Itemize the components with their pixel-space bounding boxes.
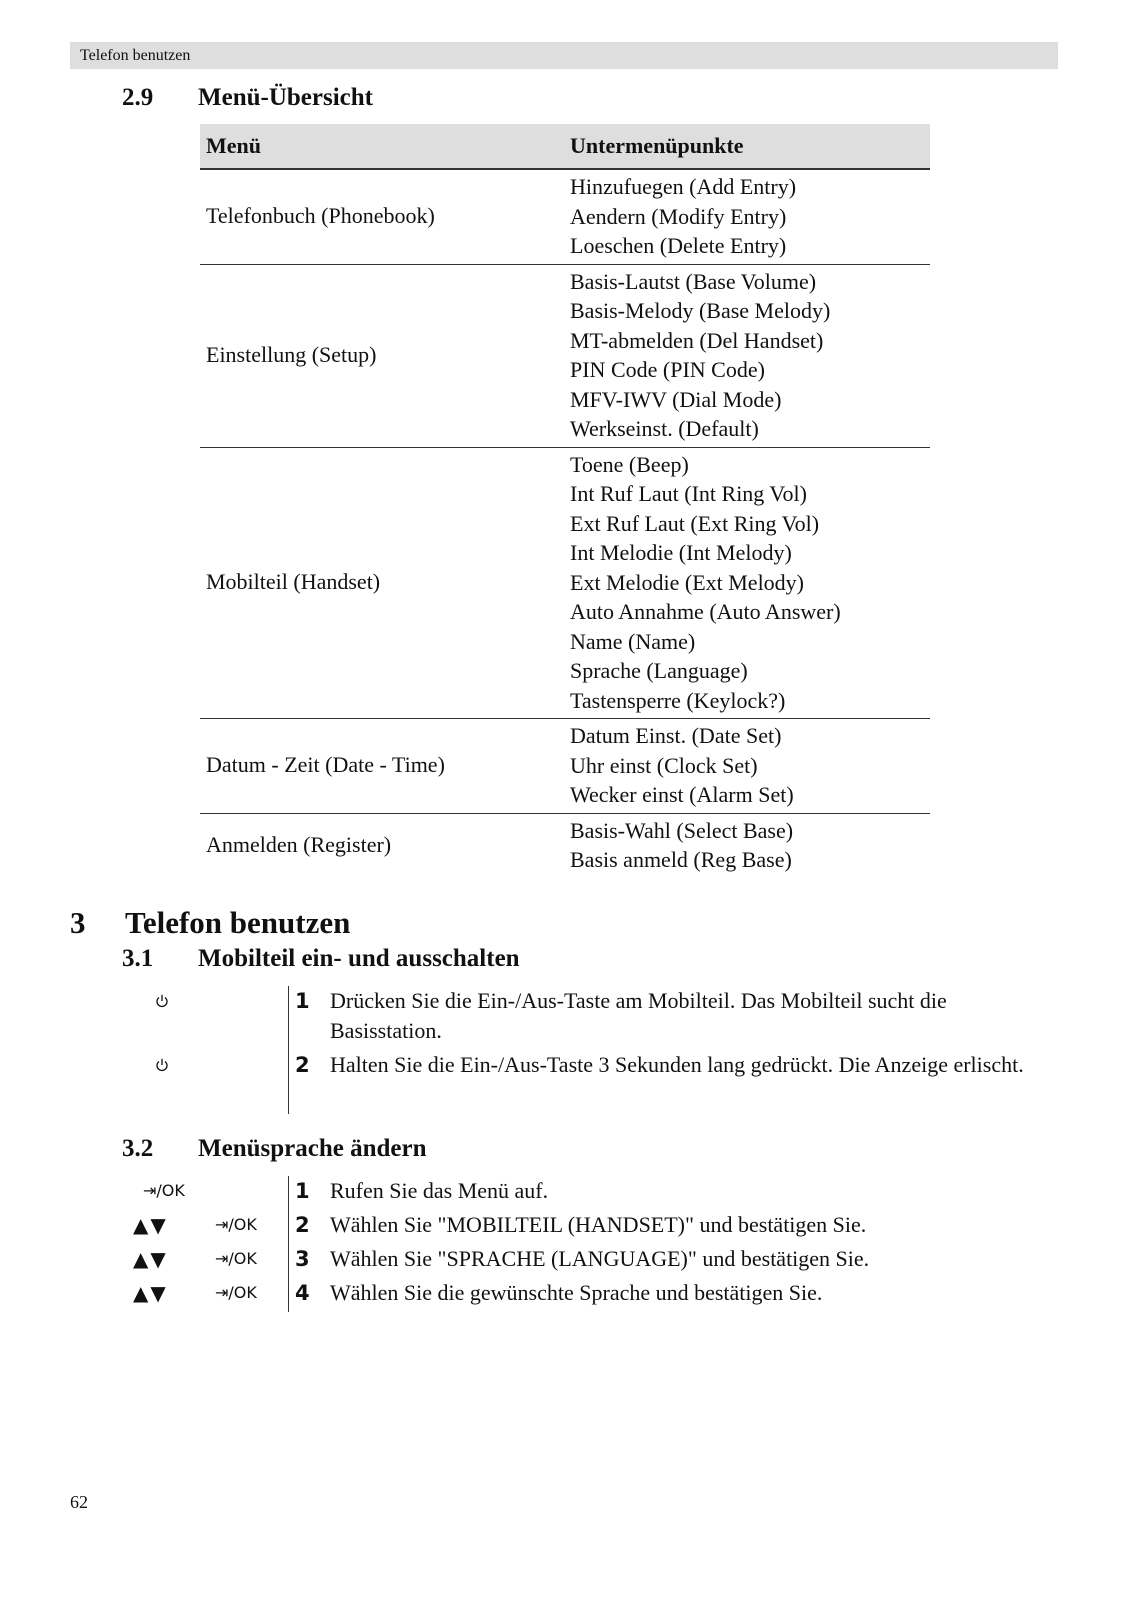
enter-arrow-icon: ⇥: [215, 1249, 229, 1268]
steps-3-2: [125, 1176, 1025, 1312]
table-body: [200, 170, 930, 878]
menu-cell: Mobilteil (Handset): [206, 569, 381, 595]
step-number: 2: [295, 1213, 310, 1237]
submenu-cell: [565, 450, 930, 716]
step-divider: [288, 1176, 289, 1210]
submenu-cell: [565, 721, 930, 810]
submenu-item: Tastensperre (Keylock?): [570, 687, 786, 713]
submenu-item: Int Melodie (Int Melody): [570, 540, 792, 565]
page-number: 62: [70, 1492, 88, 1512]
table-row: [200, 448, 930, 720]
submenu-item: Int Ruf Laut (Int Ring Vol): [570, 481, 807, 506]
step-text: Drücken Sie die Ein-/Aus-Taste am Mobilteil. Das Mobilteil sucht die Basisstation.: [330, 988, 947, 1043]
step: [125, 1050, 1025, 1114]
submenu-item: Werkseinst. (Default): [570, 416, 759, 441]
section-title: Mobilteil ein- und ausschalten: [198, 945, 520, 972]
menu-overview-table: [200, 124, 930, 878]
section-number: 3.1: [122, 945, 154, 972]
step-text: Wählen Sie "MOBILTEIL (HANDSET)" und bestätigen Sie.: [330, 1212, 867, 1237]
menu-ok-icon: ⇥/OK: [215, 1283, 257, 1302]
table-row: [200, 265, 930, 448]
step-number: 3: [295, 1247, 310, 1271]
table-row: [200, 814, 930, 878]
submenu-cell: [565, 816, 930, 875]
step-divider: [288, 1244, 289, 1278]
submenu-item: Datum Einst. (Date Set): [570, 723, 782, 748]
submenu-item: Sprache (Language): [570, 658, 748, 683]
submenu-item: Uhr einst (Clock Set): [570, 752, 758, 778]
enter-arrow-icon: ⇥: [215, 1283, 229, 1302]
up-down-arrows-icon: ▲▼: [133, 1281, 168, 1305]
submenu-item: Ext Melodie (Ext Melody): [570, 569, 805, 595]
step-text: Wählen Sie "SPRACHE (LANGUAGE)" und bestätigen Sie.: [330, 1246, 870, 1271]
column-header-submenu: Untermenüpunkte: [570, 133, 744, 158]
step-number: 1: [295, 1179, 310, 1203]
power-icon: [155, 994, 169, 1008]
menu-cell: Anmelden (Register): [206, 832, 392, 857]
submenu-item: Loeschen (Delete Entry): [570, 233, 787, 258]
step-divider: [288, 1278, 289, 1312]
running-header: Telefon benutzen: [70, 42, 1058, 69]
step-text: Wählen Sie die gewünschte Sprache und bestätigen Sie.: [330, 1280, 823, 1305]
submenu-item: Auto Annahme (Auto Answer): [570, 599, 841, 624]
menu-cell: Telefonbuch (Phonebook): [206, 203, 435, 229]
submenu-item: Aendern (Modify Entry): [570, 203, 787, 229]
chapter-title: Telefon benutzen: [125, 905, 351, 940]
step-number: 4: [295, 1281, 310, 1305]
submenu-item: MFV-IWV (Dial Mode): [570, 386, 782, 412]
chapter-number: 3: [70, 905, 86, 940]
submenu-item: Basis-Lautst (Base Volume): [570, 268, 817, 294]
submenu-item: Name (Name): [570, 628, 696, 654]
step: [125, 1176, 1025, 1210]
submenu-cell: [565, 172, 930, 261]
table-header: [200, 124, 930, 170]
submenu-cell: [565, 267, 930, 444]
step: [125, 1278, 1025, 1312]
steps-3-1: [125, 986, 1025, 1114]
up-down-arrows-icon: ▲▼: [133, 1247, 168, 1271]
submenu-item: Toene (Beep): [570, 451, 689, 477]
menu-ok-icon: ⇥/OK: [215, 1215, 257, 1234]
step-text: Halten Sie die Ein-/Aus-Taste 3 Sekunden lang gedrückt. Die Anzeige erlischt.: [330, 1052, 1024, 1077]
submenu-item: MT-abmelden (Del Handset): [570, 327, 824, 353]
menu-cell: Datum - Zeit (Date - Time): [206, 752, 445, 778]
submenu-item: Basis-Melody (Base Melody): [570, 298, 831, 323]
step-number: 1: [295, 989, 310, 1013]
step: [125, 1244, 1025, 1278]
submenu-item: Ext Ruf Laut (Ext Ring Vol): [570, 510, 820, 536]
step-divider: [288, 986, 289, 1050]
step: [125, 986, 1025, 1050]
enter-arrow-icon: ⇥: [143, 1181, 157, 1200]
step-divider: [288, 1210, 289, 1244]
section-number: 3.2: [122, 1135, 154, 1162]
menu-cell: Einstellung (Setup): [206, 342, 377, 367]
step-number: 2: [295, 1053, 310, 1077]
column-header-menu: Menü: [206, 133, 261, 158]
submenu-item: Basis anmeld (Reg Base): [570, 847, 792, 872]
section-number: 2.9: [122, 84, 154, 111]
section-title: Menü-Übersicht: [198, 84, 373, 111]
submenu-item: Wecker einst (Alarm Set): [570, 782, 794, 807]
step-divider: [288, 1050, 289, 1114]
section-title: Menüsprache ändern: [198, 1135, 427, 1162]
menu-ok-icon: ⇥/OK: [143, 1181, 185, 1200]
submenu-item: Basis-Wahl (Select Base): [570, 817, 794, 843]
table-row: [200, 170, 930, 265]
enter-arrow-icon: ⇥: [215, 1215, 229, 1234]
power-icon: [155, 1058, 169, 1072]
step-text: Rufen Sie das Menü auf.: [330, 1178, 549, 1203]
step: [125, 1210, 1025, 1244]
submenu-item: Hinzufuegen (Add Entry): [570, 174, 797, 199]
submenu-item: PIN Code (PIN Code): [570, 357, 765, 382]
up-down-arrows-icon: ▲▼: [133, 1213, 168, 1237]
menu-ok-icon: ⇥/OK: [215, 1249, 257, 1268]
table-row: [200, 719, 930, 814]
